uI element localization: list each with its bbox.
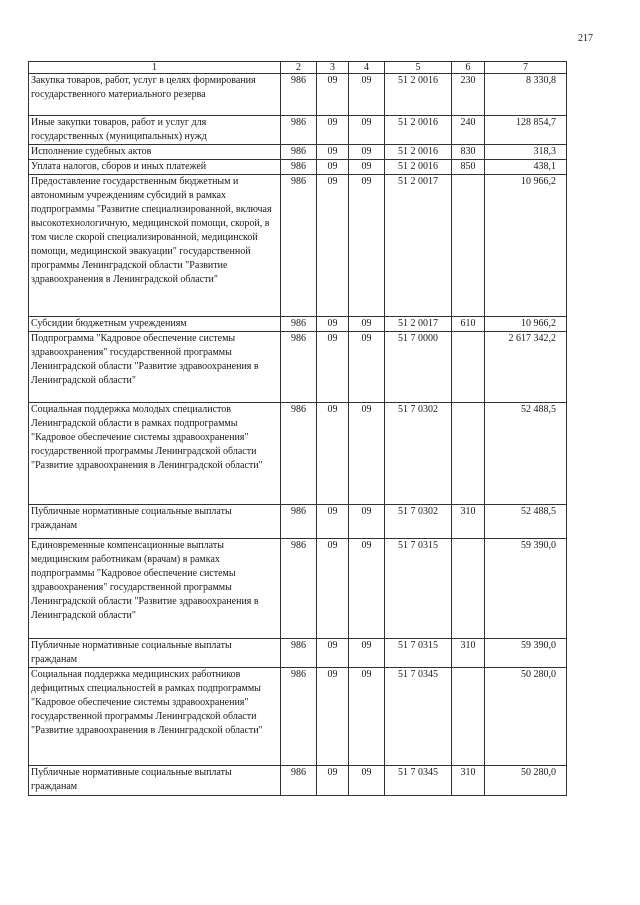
target-article-cell: 51 7 0345: [385, 668, 452, 766]
target-article-cell: 51 2 0017: [385, 317, 452, 332]
row-name-cell: Закупка товаров, работ, услуг в целях формирования государственного материального резерва: [29, 74, 281, 116]
expense-type-cell: [452, 332, 485, 403]
table-row: [29, 539, 567, 639]
target-article-cell: 51 2 0016: [385, 145, 452, 160]
amount-cell: 52 488,5: [485, 403, 567, 505]
row-name-cell: Социальная поддержка молодых специалистов Ленинградской области в рамках подпрограммы "Кадровое обеспечение системы здравоохранения" государственной программы Ленинградской области "Развитие здравоохранения в Ленинградской области": [29, 403, 281, 505]
table-row: [29, 74, 567, 116]
column-header: 6: [452, 62, 485, 74]
row-name-cell: Публичные нормативные социальные выплаты гражданам: [29, 639, 281, 668]
section-code-cell: 09: [317, 332, 349, 403]
ministry-code-cell: 986: [281, 639, 317, 668]
table-row: [29, 668, 567, 766]
row-name-cell: Социальная поддержка медицинских работников дефицитных специальностей в рамках подпрограммы "Кадровое обеспечение системы здравоохранения" государственной программы Ленинградской области "Развитие здравоохранения в Ленинградской области": [29, 668, 281, 766]
expense-type-cell: 310: [452, 766, 485, 796]
expense-type-cell: 240: [452, 116, 485, 145]
ministry-code-cell: 986: [281, 539, 317, 639]
row-name-cell: Иные закупки товаров, работ и услуг для государственных (муниципальных) нужд: [29, 116, 281, 145]
page-number: 217: [578, 33, 593, 44]
target-article-cell: 51 2 0016: [385, 74, 452, 116]
expense-type-cell: 610: [452, 317, 485, 332]
column-header: 7: [485, 62, 567, 74]
amount-cell: 50 280,0: [485, 766, 567, 796]
ministry-code-cell: 986: [281, 116, 317, 145]
target-article-cell: 51 7 0302: [385, 403, 452, 505]
column-header: 5: [385, 62, 452, 74]
amount-cell: 10 966,2: [485, 175, 567, 317]
section-code-cell: 09: [317, 74, 349, 116]
target-article-cell: 51 7 0000: [385, 332, 452, 403]
table-row: [29, 403, 567, 505]
amount-cell: 438,1: [485, 160, 567, 175]
ministry-code-cell: 986: [281, 668, 317, 766]
table-row: [29, 175, 567, 317]
ministry-code-cell: 986: [281, 403, 317, 505]
subsection-code-cell: 09: [349, 403, 385, 505]
column-header: 3: [317, 62, 349, 74]
subsection-code-cell: 09: [349, 766, 385, 796]
ministry-code-cell: 986: [281, 160, 317, 175]
subsection-code-cell: 09: [349, 317, 385, 332]
row-name-cell: Субсидии бюджетным учреждениям: [29, 317, 281, 332]
ministry-code-cell: 986: [281, 317, 317, 332]
expense-type-cell: 230: [452, 74, 485, 116]
amount-cell: 52 488,5: [485, 505, 567, 539]
ministry-code-cell: 986: [281, 175, 317, 317]
table-row: [29, 332, 567, 403]
row-name-cell: Уплата налогов, сборов и иных платежей: [29, 160, 281, 175]
amount-cell: 318,3: [485, 145, 567, 160]
section-code-cell: 09: [317, 505, 349, 539]
amount-cell: 50 280,0: [485, 668, 567, 766]
expense-type-cell: [452, 539, 485, 639]
subsection-code-cell: 09: [349, 116, 385, 145]
section-code-cell: 09: [317, 403, 349, 505]
subsection-code-cell: 09: [349, 505, 385, 539]
expense-type-cell: 850: [452, 160, 485, 175]
ministry-code-cell: 986: [281, 766, 317, 796]
row-name-cell: Публичные нормативные социальные выплаты гражданам: [29, 505, 281, 539]
table-row: [29, 317, 567, 332]
table-row: [29, 160, 567, 175]
target-article-cell: 51 7 0302: [385, 505, 452, 539]
subsection-code-cell: 09: [349, 175, 385, 317]
subsection-code-cell: 09: [349, 160, 385, 175]
section-code-cell: 09: [317, 145, 349, 160]
table-row: [29, 639, 567, 668]
section-code-cell: 09: [317, 175, 349, 317]
table-row: [29, 116, 567, 145]
subsection-code-cell: 09: [349, 74, 385, 116]
column-header: 2: [281, 62, 317, 74]
amount-cell: 59 390,0: [485, 539, 567, 639]
ministry-code-cell: 986: [281, 505, 317, 539]
subsection-code-cell: 09: [349, 332, 385, 403]
ministry-code-cell: 986: [281, 74, 317, 116]
target-article-cell: 51 2 0016: [385, 160, 452, 175]
row-name-cell: Единовременные компенсационные выплаты медицинским работникам (врачам) в рамках подпрограммы "Кадровое обеспечение системы здравоохранения" государственной программы Ленинградской области "Развитие здравоохранения в Ленинградской области": [29, 539, 281, 639]
subsection-code-cell: 09: [349, 145, 385, 160]
table-row: [29, 505, 567, 539]
target-article-cell: 51 7 0315: [385, 639, 452, 668]
expense-type-cell: 310: [452, 505, 485, 539]
section-code-cell: 09: [317, 116, 349, 145]
expense-type-cell: [452, 668, 485, 766]
section-code-cell: 09: [317, 766, 349, 796]
expense-type-cell: [452, 175, 485, 317]
amount-cell: 128 854,7: [485, 116, 567, 145]
subsection-code-cell: 09: [349, 639, 385, 668]
table-header-row: [29, 62, 567, 74]
section-code-cell: 09: [317, 160, 349, 175]
ministry-code-cell: 986: [281, 145, 317, 160]
target-article-cell: 51 7 0345: [385, 766, 452, 796]
row-name-cell: Предоставление государственным бюджетным и автономным учреждениям субсидий в рамках подпрограммы "Развитие специализированной, включая высокотехнологичную, медицинской помощи, скорой, в том числе скорой специализированной, медицинской помощи, медицинской эвакуации" государственной программы Ленинградской области "Развитие здравоохранения в Ленинградской области": [29, 175, 281, 317]
target-article-cell: 51 2 0016: [385, 116, 452, 145]
expense-type-cell: [452, 403, 485, 505]
table-row: [29, 766, 567, 796]
section-code-cell: 09: [317, 317, 349, 332]
ministry-code-cell: 986: [281, 332, 317, 403]
amount-cell: 59 390,0: [485, 639, 567, 668]
subsection-code-cell: 09: [349, 668, 385, 766]
column-header: 1: [29, 62, 281, 74]
amount-cell: 8 330,8: [485, 74, 567, 116]
expense-type-cell: 310: [452, 639, 485, 668]
amount-cell: 2 617 342,2: [485, 332, 567, 403]
target-article-cell: 51 7 0315: [385, 539, 452, 639]
row-name-cell: Исполнение судебных актов: [29, 145, 281, 160]
row-name-cell: Публичные нормативные социальные выплаты гражданам: [29, 766, 281, 796]
column-header: 4: [349, 62, 385, 74]
budget-table: [28, 61, 567, 796]
subsection-code-cell: 09: [349, 539, 385, 639]
amount-cell: 10 966,2: [485, 317, 567, 332]
row-name-cell: Подпрограмма "Кадровое обеспечение системы здравоохранения" государственной программы Ленинградской области "Развитие здравоохранения в Ленинградской области": [29, 332, 281, 403]
section-code-cell: 09: [317, 668, 349, 766]
section-code-cell: 09: [317, 639, 349, 668]
table-row: [29, 145, 567, 160]
expense-type-cell: 830: [452, 145, 485, 160]
target-article-cell: 51 2 0017: [385, 175, 452, 317]
section-code-cell: 09: [317, 539, 349, 639]
